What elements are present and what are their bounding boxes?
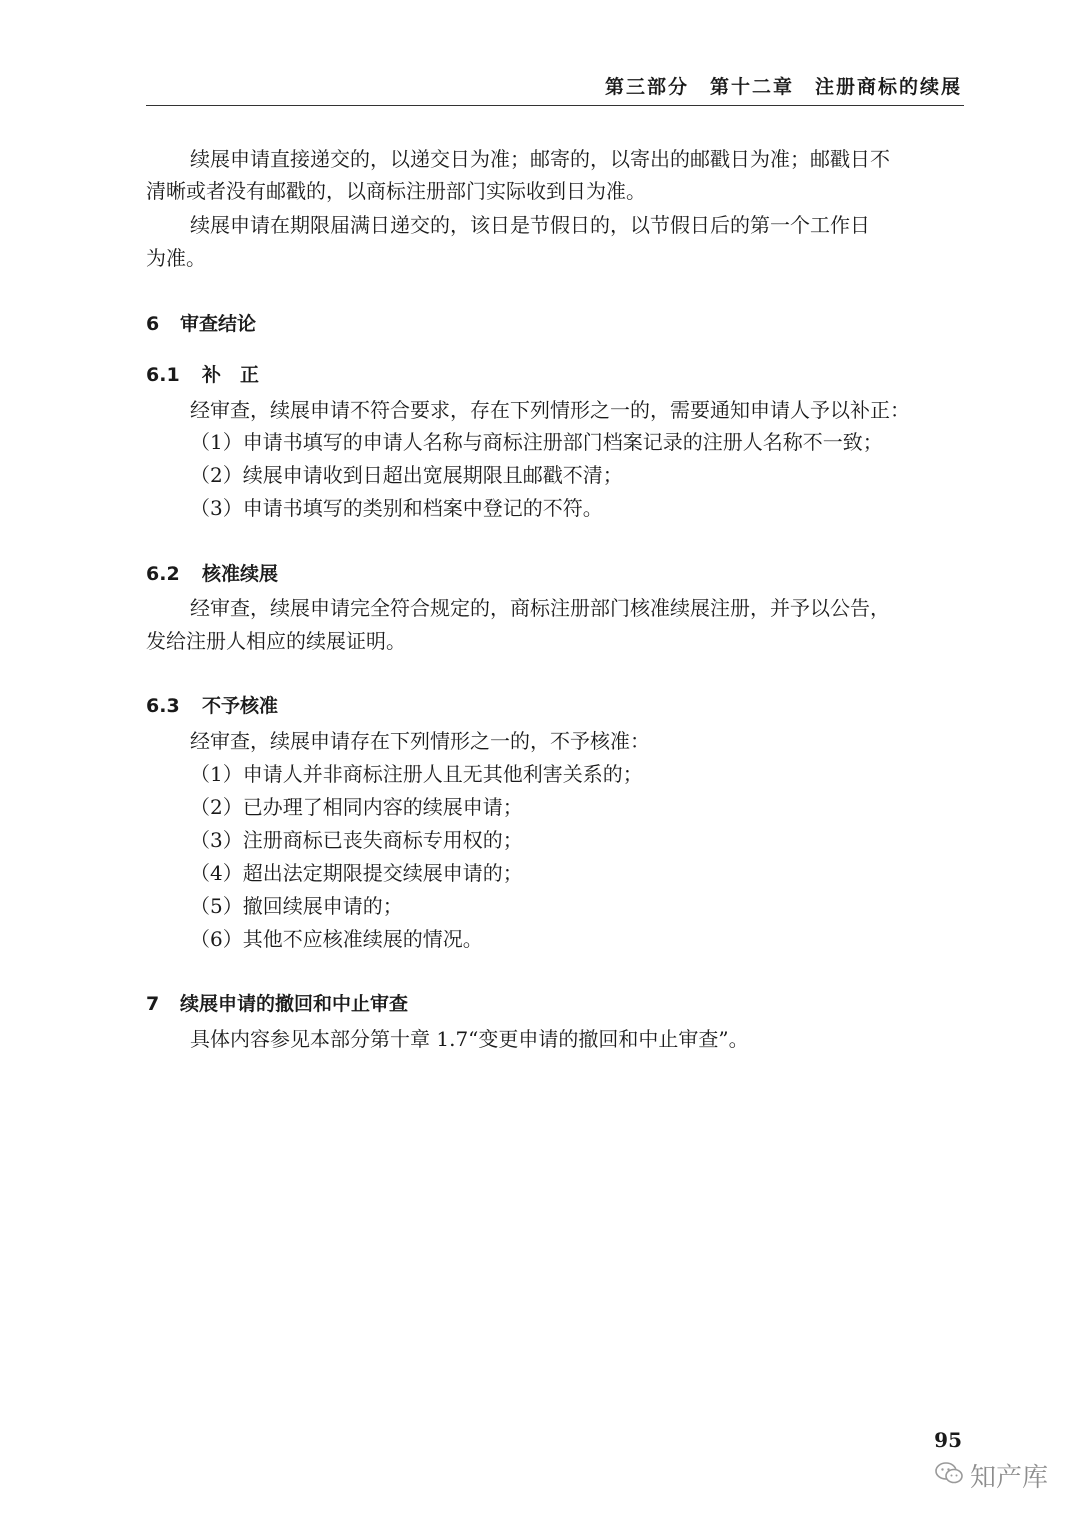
wechat-icon bbox=[934, 1460, 964, 1490]
watermark-text: 知产库 bbox=[970, 1462, 1049, 1493]
page-number: 95 bbox=[934, 1428, 962, 1452]
section-heading-6-3 bbox=[146, 692, 278, 720]
list-item: （4）超出法定期限提交续展申请的； bbox=[190, 861, 523, 885]
list-item: （1）申请书填写的申请人名称与商标注册部门档案记录的注册人名称不一致； bbox=[190, 430, 883, 454]
paragraph-line: 具体内容参见本部分第十章 1.7“变更申请的撤回和中止审查”。 bbox=[190, 1027, 749, 1051]
watermark bbox=[934, 1458, 1048, 1492]
paragraph-line: 经审查，续展申请完全符合规定的，商标注册部门核准续展注册，并予以公告， bbox=[190, 596, 890, 620]
running-header bbox=[146, 72, 964, 106]
list-item: （3）申请书填写的类别和档案中登记的不符。 bbox=[190, 496, 603, 520]
section-number: 7 bbox=[146, 993, 160, 1015]
paragraph-line: 续展申请直接递交的，以递交日为准；邮寄的，以寄出的邮戳日为准；邮戳日不 bbox=[190, 147, 890, 171]
section-number: 6.2 bbox=[146, 563, 180, 585]
list-item: （3）注册商标已丧失商标专用权的； bbox=[190, 828, 523, 852]
paragraph-line: 经审查，续展申请存在下列情形之一的，不予核准： bbox=[190, 729, 650, 753]
paragraph-line: 续展申请在期限届满日递交的，该日是节假日的，以节假日后的第一个工作日 bbox=[190, 213, 870, 237]
section-title: 审查结论 bbox=[180, 313, 257, 335]
list-item: （1）申请人并非商标注册人且无其他利害关系的； bbox=[190, 762, 643, 786]
section-heading-6-1 bbox=[146, 361, 259, 389]
section-title: 核准续展 bbox=[202, 563, 279, 585]
list-item: （6）其他不应核准续展的情况。 bbox=[190, 927, 483, 951]
section-number: 6.3 bbox=[146, 695, 180, 717]
section-heading-6 bbox=[146, 310, 256, 338]
header-title: 第三部分 第十二章 注册商标的续展 bbox=[604, 76, 962, 98]
section-title: 续展申请的撤回和中止审查 bbox=[180, 993, 409, 1015]
paragraph-line: 发给注册人相应的续展证明。 bbox=[146, 629, 406, 653]
section-title: 补 正 bbox=[202, 364, 260, 386]
section-number: 6 bbox=[146, 313, 160, 335]
section-heading-6-2 bbox=[146, 560, 278, 588]
list-item: （2）续展申请收到日超出宽展期限且邮戳不清； bbox=[190, 463, 623, 487]
section-title: 不予核准 bbox=[202, 695, 279, 717]
list-item: （5）撤回续展申请的； bbox=[190, 894, 403, 918]
section-number: 6.1 bbox=[146, 364, 180, 386]
paragraph-line: 清晰或者没有邮戳的，以商标注册部门实际收到日为准。 bbox=[146, 179, 646, 203]
section-heading-7 bbox=[146, 990, 408, 1018]
list-item: （2）已办理了相同内容的续展申请； bbox=[190, 795, 523, 819]
paragraph-line: 为准。 bbox=[146, 246, 206, 270]
paragraph-line: 经审查，续展申请不符合要求，存在下列情形之一的，需要通知申请人予以补正： bbox=[190, 398, 910, 422]
